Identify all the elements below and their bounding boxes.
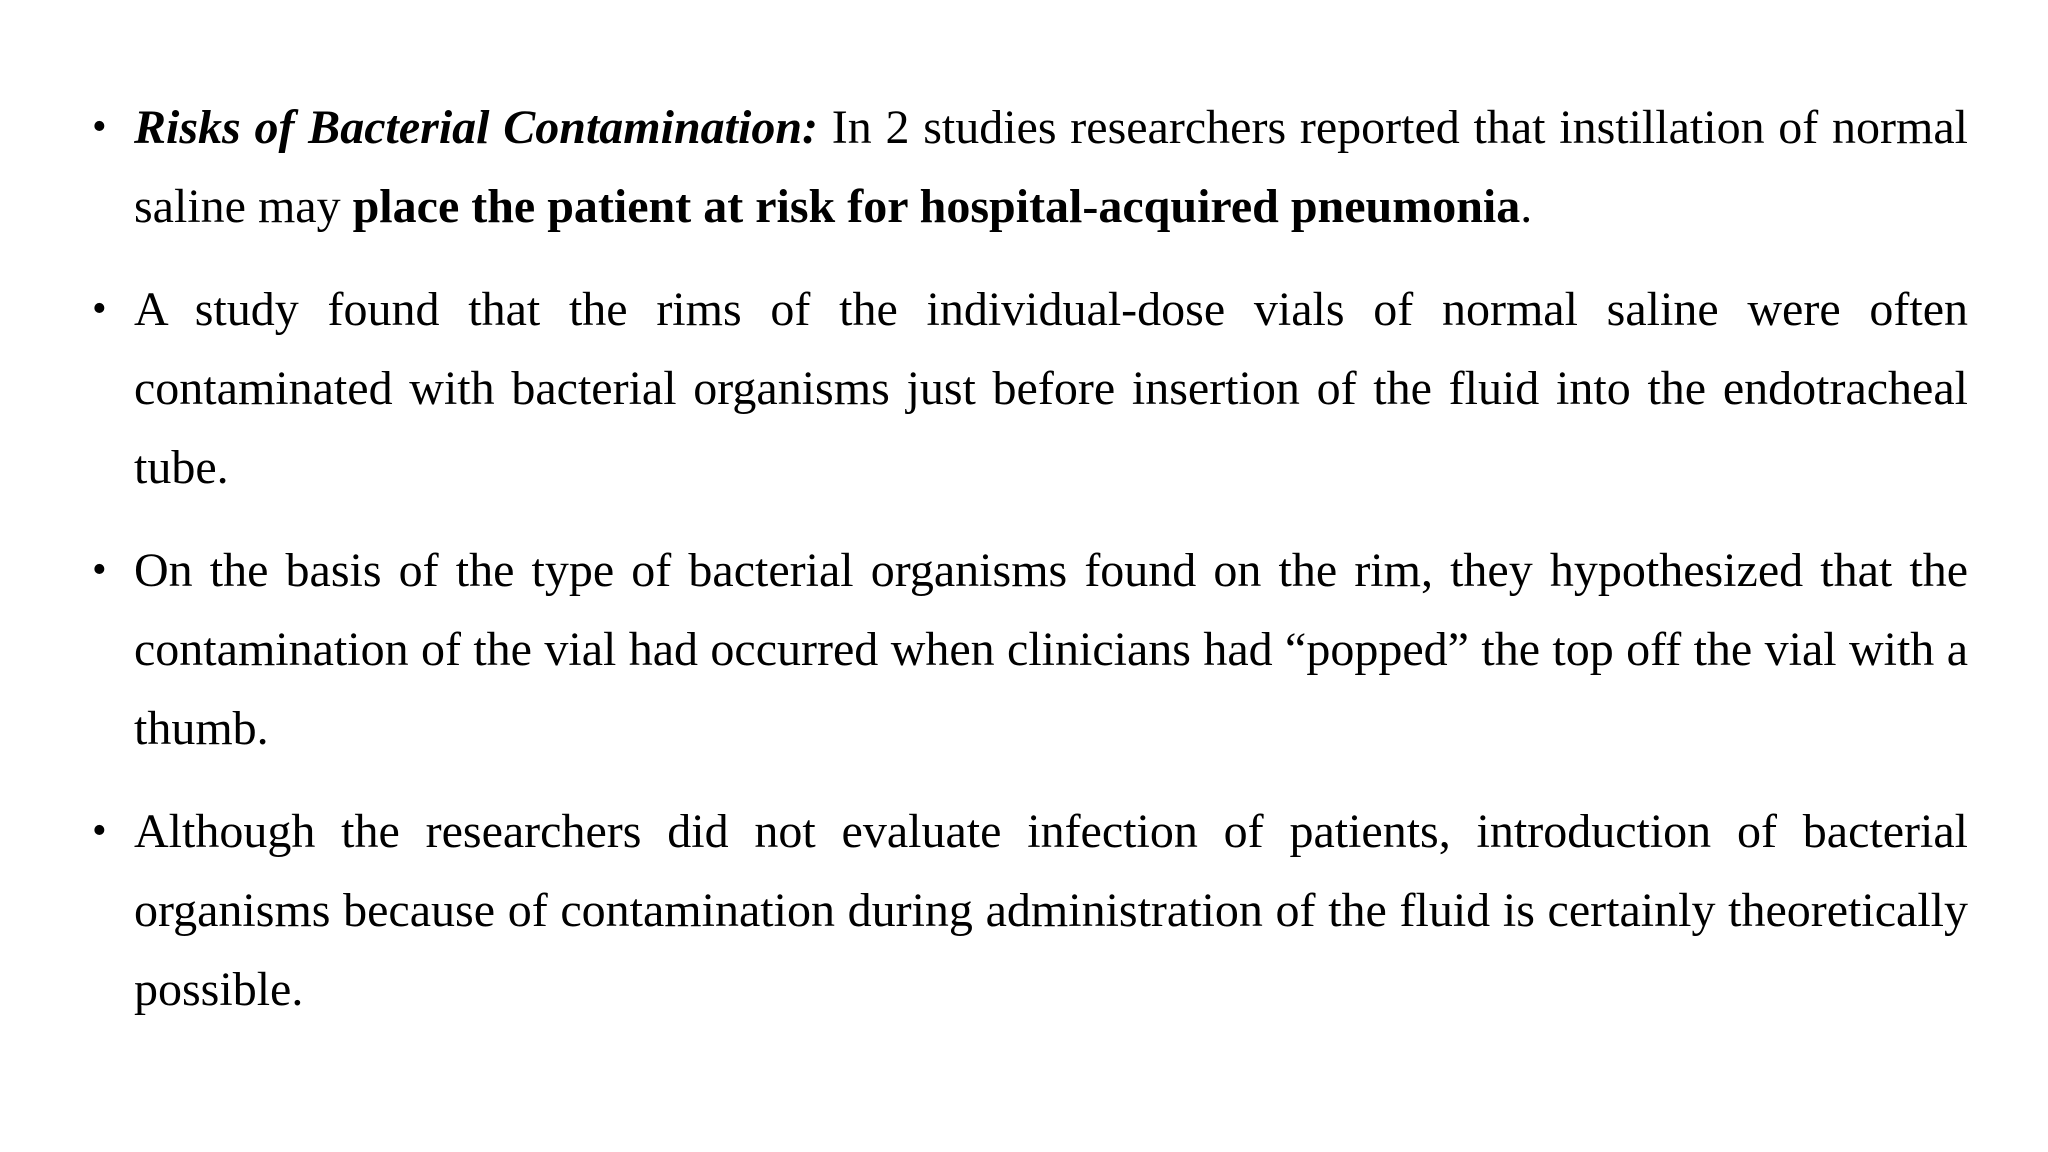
bullet-icon: • (92, 808, 107, 854)
bullet-item-hypothesis (92, 531, 1968, 768)
bullet-icon: • (92, 547, 107, 593)
bullet-item-infection (92, 792, 1968, 1029)
bullet-text-end: . (1520, 180, 1533, 233)
bullet-text: A study found that the rims of the individual-dose vials of normal saline were often contaminated with bacterial organisms just before insertion of the fluid into the endotracheal tube. (134, 283, 1968, 494)
bullet-text: On the basis of the type of bacterial organisms found on the rim, they hypothesized that the contamination of the vial had occurred when clinicians had “popped” the top off the vial with a thumb. (134, 544, 1968, 755)
bullet-list (92, 88, 1968, 1053)
bullet-icon: • (92, 286, 107, 332)
bullet-emphasis: place the patient at risk for hospital-acquired pneumonia (352, 180, 1521, 233)
bullet-text: Although the researchers did not evaluate infection of patients, introduction of bacterial organisms because of contamination during administration of the fluid is certainly theoretically possible. (134, 805, 1968, 1016)
bullet-heading: Risks of Bacterial Contamination: (134, 101, 818, 154)
bullet-item-study (92, 270, 1968, 507)
bullet-icon: • (92, 104, 107, 150)
bullet-item-risks (92, 88, 1968, 246)
bullet-text: In 2 studies researchers reported that instillation of normal saline may (134, 101, 1968, 233)
